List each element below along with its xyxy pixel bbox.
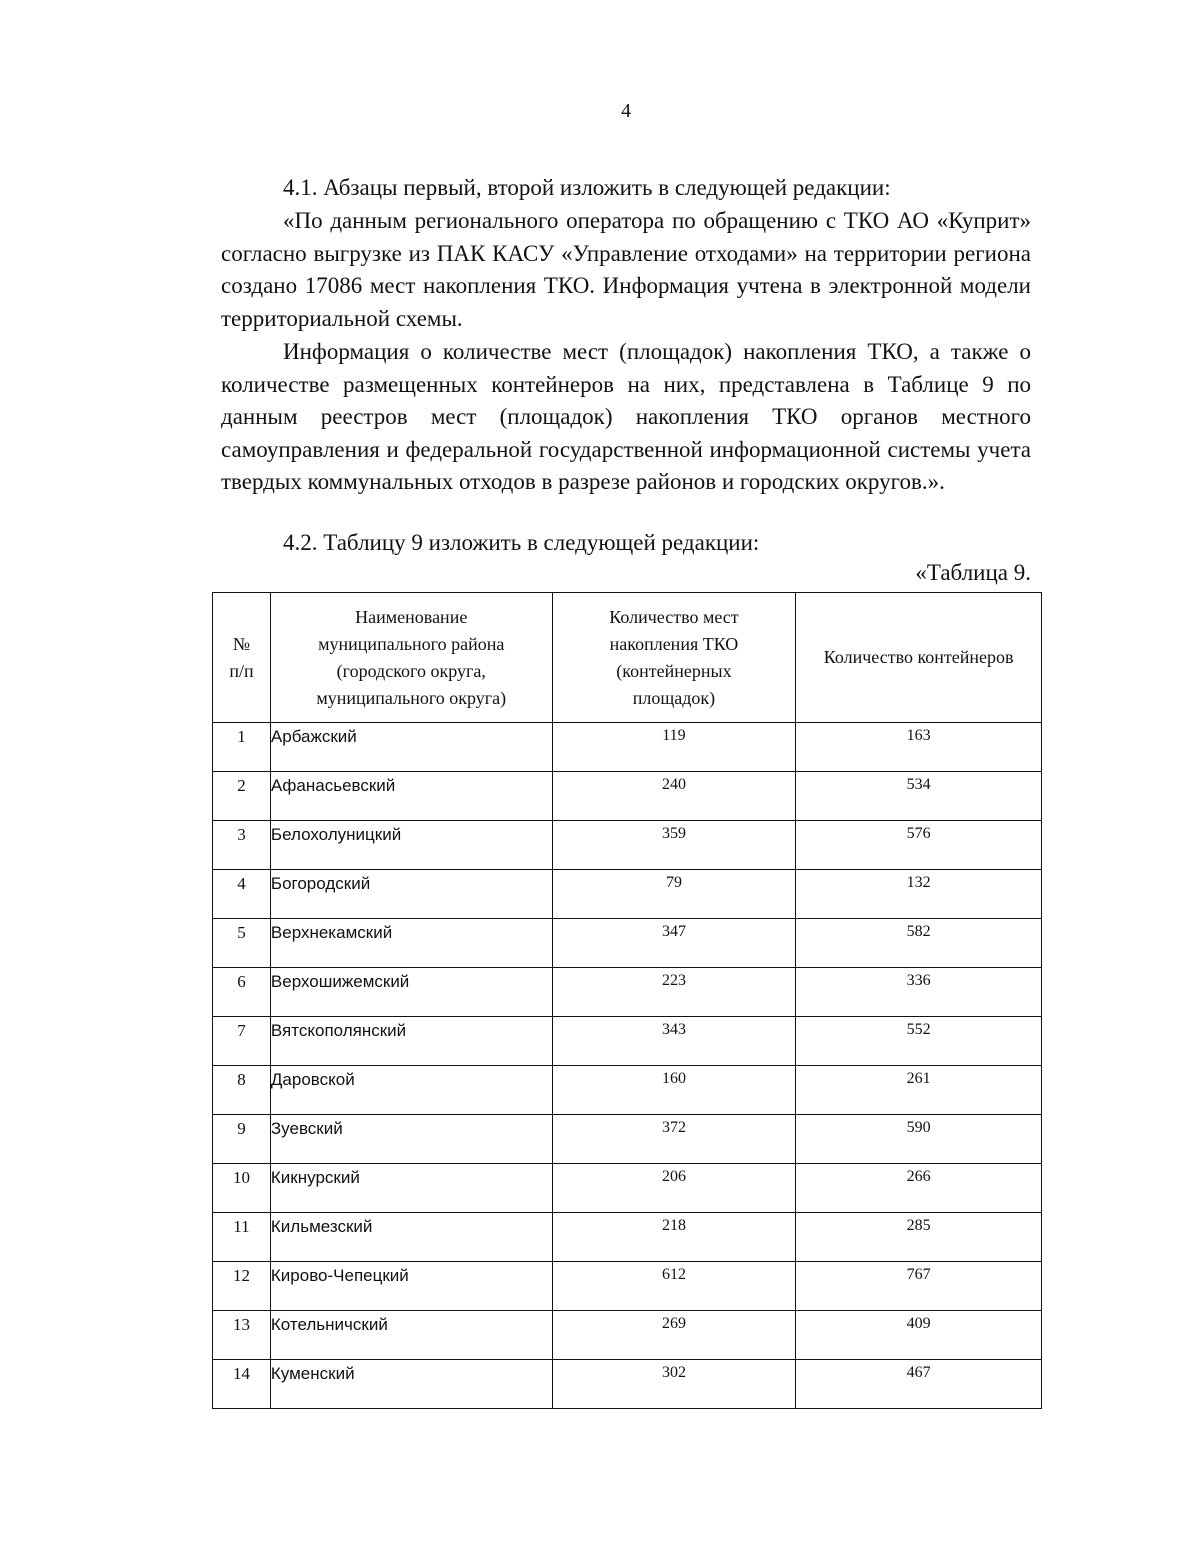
row-sites: 343 — [552, 1017, 796, 1066]
header-number-line-2: п/п — [229, 660, 254, 681]
header-municipality — [270, 593, 552, 723]
row-sites: 206 — [552, 1164, 796, 1213]
paragraph-table-info-text: Информация о количестве мест (площадок) накопления ТКО, а также о количестве размещенных контейнеров на них, представлена в Таблице 9 по данным реестров мест (площадок) накопления ТКО органов местного самоуправления и федеральной государственной информационной системы учета твердых коммунальных отходов в разрезе районов и городских округов.». — [221, 339, 1031, 494]
row-municipality: Белохолуницкий — [270, 821, 552, 870]
header-number — [213, 593, 271, 723]
header-municipality-line-4: муниципального округа) — [316, 687, 507, 708]
paragraph-4-1 — [221, 172, 1031, 205]
row-sites: 269 — [552, 1311, 796, 1360]
row-sites: 240 — [552, 772, 796, 821]
header-containers: Количество контейнеров — [796, 593, 1042, 723]
row-municipality: Верхнекамский — [270, 919, 552, 968]
row-containers: 285 — [796, 1213, 1042, 1262]
row-containers: 576 — [796, 821, 1042, 870]
row-municipality: Куменский — [270, 1360, 552, 1409]
row-containers: 261 — [796, 1066, 1042, 1115]
table-row — [213, 1311, 1042, 1360]
header-sites-line-1: Количество мест — [609, 606, 739, 627]
paragraph-4-1-text: 4.1. Абзацы первый, второй изложить в следующей редакции: — [283, 175, 891, 200]
row-municipality: Кирово-Чепецкий — [270, 1262, 552, 1311]
row-number: 10 — [213, 1164, 271, 1213]
row-municipality: Кильмезский — [270, 1213, 552, 1262]
table-caption: «Таблица 9. — [915, 560, 1031, 585]
row-number: 14 — [213, 1360, 271, 1409]
row-municipality: Верхошижемский — [270, 968, 552, 1017]
row-containers: 266 — [796, 1164, 1042, 1213]
paragraph-4-2 — [221, 527, 1031, 560]
row-sites: 612 — [552, 1262, 796, 1311]
row-number: 3 — [213, 821, 271, 870]
paragraph-quote-operator — [221, 205, 1031, 335]
row-sites: 160 — [552, 1066, 796, 1115]
row-number: 2 — [213, 772, 271, 821]
table-row — [213, 968, 1042, 1017]
row-municipality: Афанасьевский — [270, 772, 552, 821]
table-row — [213, 821, 1042, 870]
page-number: 4 — [621, 100, 631, 122]
row-number: 8 — [213, 1066, 271, 1115]
row-number: 6 — [213, 968, 271, 1017]
table-row — [213, 723, 1042, 772]
row-municipality: Зуевский — [270, 1115, 552, 1164]
header-sites-line-3: (контейнерных — [616, 660, 732, 681]
table-9 — [212, 592, 1042, 1409]
row-sites: 302 — [552, 1360, 796, 1409]
row-containers: 467 — [796, 1360, 1042, 1409]
row-municipality: Арбажский — [270, 723, 552, 772]
row-number: 1 — [213, 723, 271, 772]
row-containers: 132 — [796, 870, 1042, 919]
header-municipality-line-1: Наименование — [355, 606, 468, 627]
row-sites: 218 — [552, 1213, 796, 1262]
row-municipality: Даровской — [270, 1066, 552, 1115]
table-row — [213, 1164, 1042, 1213]
row-sites: 223 — [552, 968, 796, 1017]
paragraph-table-info — [221, 336, 1031, 499]
header-sites — [552, 593, 796, 723]
row-municipality: Кикнурский — [270, 1164, 552, 1213]
row-number: 7 — [213, 1017, 271, 1066]
row-containers: 767 — [796, 1262, 1042, 1311]
row-sites: 347 — [552, 919, 796, 968]
table-row — [213, 1066, 1042, 1115]
header-municipality-line-2: муниципального района — [318, 633, 505, 654]
row-sites: 372 — [552, 1115, 796, 1164]
row-containers: 336 — [796, 968, 1042, 1017]
header-municipality-line-3: (городского округа, — [336, 660, 486, 681]
table-row — [213, 1017, 1042, 1066]
table-row — [213, 772, 1042, 821]
table-row — [213, 1360, 1042, 1409]
row-containers: 582 — [796, 919, 1042, 968]
header-number-line-1: № — [232, 633, 251, 654]
row-number: 9 — [213, 1115, 271, 1164]
row-number: 5 — [213, 919, 271, 968]
row-number: 11 — [213, 1213, 271, 1262]
row-containers: 590 — [796, 1115, 1042, 1164]
table-header-row — [213, 593, 1042, 723]
paragraph-4-2-text: 4.2. Таблицу 9 изложить в следующей редакции: — [283, 530, 760, 555]
table-row — [213, 1262, 1042, 1311]
header-sites-line-2: накопления ТКО — [609, 633, 739, 654]
row-containers: 552 — [796, 1017, 1042, 1066]
header-sites-line-4: площадок) — [632, 687, 716, 708]
row-number: 13 — [213, 1311, 271, 1360]
table-row — [213, 1213, 1042, 1262]
row-sites: 119 — [552, 723, 796, 772]
row-municipality: Вятскополянский — [270, 1017, 552, 1066]
row-containers: 534 — [796, 772, 1042, 821]
row-sites: 359 — [552, 821, 796, 870]
row-containers: 163 — [796, 723, 1042, 772]
row-containers: 409 — [796, 1311, 1042, 1360]
table-row — [213, 1115, 1042, 1164]
row-number: 12 — [213, 1262, 271, 1311]
table-row — [213, 870, 1042, 919]
row-number: 4 — [213, 870, 271, 919]
row-municipality: Богородский — [270, 870, 552, 919]
paragraph-quote-operator-text: «По данным регионального оператора по обращению с ТКО АО «Куприт» согласно выгрузке из ПАК КАСУ «Управление отходами» на территории региона создано 17086 мест накопления ТКО. Информация учтена в электронной модели территориальной схемы. — [221, 208, 1031, 331]
row-sites: 79 — [552, 870, 796, 919]
table-row — [213, 919, 1042, 968]
row-municipality: Котельничский — [270, 1311, 552, 1360]
